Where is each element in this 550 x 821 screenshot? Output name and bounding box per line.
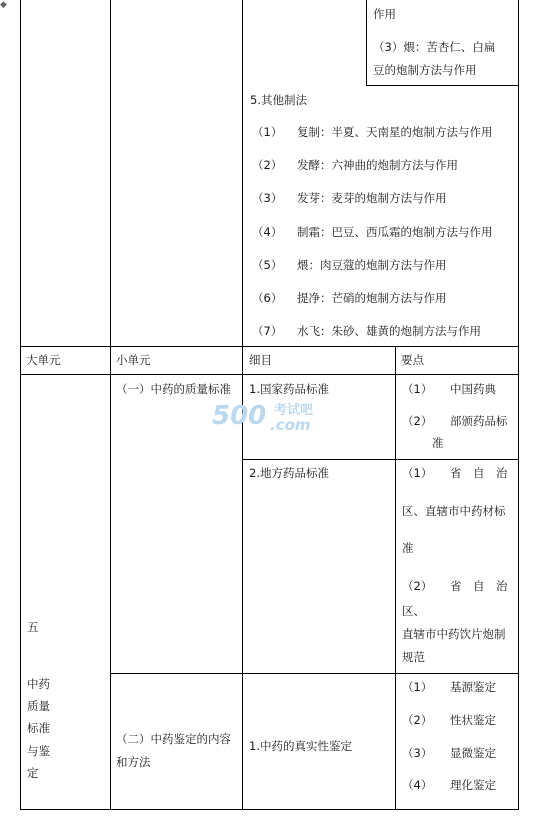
table-border-col4 xyxy=(395,347,396,809)
unit-title-line: 与鉴 xyxy=(27,744,50,758)
svg-text:.com: .com xyxy=(270,416,311,434)
header-col3: 细目 xyxy=(249,353,272,367)
svg-text:考试吧: 考试吧 xyxy=(274,403,314,418)
table-border-bottom xyxy=(20,809,519,810)
sub-unit-label: （二）中药鉴定的内容 xyxy=(116,732,231,746)
point-num: （2） xyxy=(402,713,433,727)
list-item-num: （3） xyxy=(252,191,283,205)
list-item-text: 水飞：朱砂、雄黄的炮制方法与作用 xyxy=(297,324,481,338)
point-text: 部颁药品标 xyxy=(450,414,508,428)
unit-number: 五 xyxy=(27,620,39,634)
row-line-header-bottom xyxy=(20,374,519,375)
unit-title-line: 定 xyxy=(27,766,39,780)
list-item-num: （6） xyxy=(252,291,283,305)
point-num: （4） xyxy=(402,778,433,792)
table-border-left xyxy=(20,0,21,809)
list-item-num: （7） xyxy=(252,324,283,338)
point-text: 准 xyxy=(402,541,414,555)
point-num: （2） xyxy=(402,579,433,593)
unit-title-line: 中药 xyxy=(27,677,50,691)
header-col4: 要点 xyxy=(401,353,424,367)
point-text: 性状鉴定 xyxy=(450,713,496,727)
list-item-text: 制霜：巴豆、西瓜霜的炮制方法与作用 xyxy=(297,225,493,239)
point-text: 基源鉴定 xyxy=(450,680,496,694)
sub-unit-label: （一）中药的质量标准 xyxy=(116,382,231,396)
point-text: 区、直辖市中药材标 xyxy=(402,504,506,518)
svg-text:500: 500 xyxy=(212,401,267,431)
cell-text: 豆的炮制方法与作用 xyxy=(373,63,477,77)
point-text: 区、 xyxy=(402,604,425,618)
point-num: （1） xyxy=(402,466,433,480)
point-text: 省 自 治 xyxy=(450,579,508,593)
point-text: 理化鉴定 xyxy=(450,778,496,792)
point-num: （3） xyxy=(402,746,433,760)
detail-title: 1.国家药品标准 xyxy=(249,382,329,396)
cell-text: 作用 xyxy=(373,7,396,21)
list-item-num: （2） xyxy=(252,158,283,172)
row-line-detail1 xyxy=(242,459,519,460)
unit-title-line: 质量 xyxy=(27,699,50,713)
list-item-text: 复制：半夏、天南星的炮制方法与作用 xyxy=(297,125,493,139)
point-text: 直辖市中药饮片炮制 xyxy=(402,627,506,641)
list-item-num: （4） xyxy=(252,225,283,239)
point-num: （1） xyxy=(402,382,433,396)
row-line-sub2 xyxy=(110,673,519,674)
cell-text: （3）煨：苦杏仁、白扁 xyxy=(373,40,496,54)
point-num: （2） xyxy=(402,414,433,428)
point-text: 中国药典 xyxy=(450,382,496,396)
list-item-num: （1） xyxy=(252,125,283,139)
table-border-col4-top xyxy=(366,0,367,86)
point-text-cont: 准 xyxy=(432,436,444,450)
detail-title: 2.地方药品标准 xyxy=(249,466,329,480)
list-item-num: （5） xyxy=(252,258,283,272)
point-text: 规范 xyxy=(402,650,425,664)
table-border-right xyxy=(518,0,519,809)
corner-arrow-icon: ◆ xyxy=(0,0,7,10)
row-line-1 xyxy=(366,85,519,86)
point-text: 显微鉴定 xyxy=(450,746,496,760)
watermark-logo xyxy=(212,396,342,440)
point-num: （1） xyxy=(402,680,433,694)
detail-title: 5.其他制法 xyxy=(250,93,307,107)
header-col1: 大单元 xyxy=(26,353,61,367)
unit-title-line: 标准 xyxy=(27,721,50,735)
header-col2: 小单元 xyxy=(116,353,151,367)
row-line-header-top xyxy=(20,346,519,347)
sub-unit-label: 和方法 xyxy=(116,755,151,769)
list-item-text: 煨：肉豆蔻的炮制方法与作用 xyxy=(297,258,447,272)
detail-title: 1.中药的真实性鉴定 xyxy=(249,739,352,753)
list-item-text: 发芽：麦芽的炮制方法与作用 xyxy=(297,191,447,205)
table-border-col2 xyxy=(110,0,111,809)
list-item-text: 提净：芒硝的炮制方法与作用 xyxy=(297,291,447,305)
list-item-text: 发酵：六神曲的炮制方法与作用 xyxy=(297,158,458,172)
point-text: 省 自 治 xyxy=(450,466,508,480)
